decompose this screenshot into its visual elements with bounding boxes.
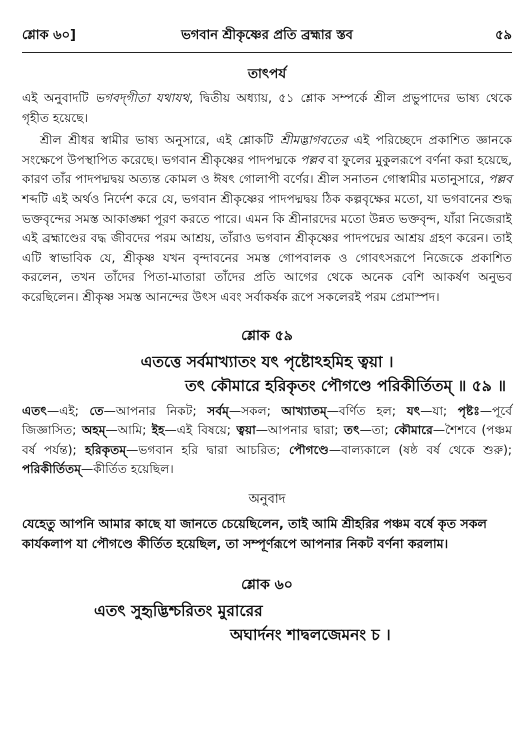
synonym-term: এতৎ (22, 403, 47, 418)
synonym-term: তে (89, 403, 104, 418)
header-rule (22, 52, 512, 53)
header-chapter-title: ভগবান শ্রীকৃষ্ণের প্রতি ব্রহ্মার স্তব (181, 28, 353, 43)
synonym-meaning: —তা; (359, 423, 395, 438)
synonym-meaning: —শৈশবে (পঞ্চম বর্ষ পর্যন্ত); (22, 423, 512, 457)
word-for-word-synonyms (22, 402, 512, 480)
purport-title: তাৎপর্য (247, 66, 287, 82)
purport-text: বা ফুলের মুকুলরূপে বর্ণনা করা হয়েছে, কারণ তাঁর পাদপদ্মদ্বয় অত্যন্ত কোমল ও ঈষৎ গোলাপী বর্ণের। শ্রীল সনাতন গোস্বামীর মতানুসারে, (22, 152, 512, 187)
synonym-meaning: —বর্ণিত হল; (326, 403, 407, 418)
synonym-term: যৎ (406, 403, 421, 418)
purport-text: এই পরিচ্ছেদে প্রকাশিত জ্ঞানকে সংক্ষেপে উপস্থাপিত করেছে। ভগবান শ্রীকৃষ্ণের পাদপদ্মকে (22, 133, 512, 167)
synonym-meaning: —এই বিষয়ে; (164, 423, 237, 438)
synonym-meaning: —বাল্যকালে (ষষ্ঠ বর্ষ থেকে শুরু); (328, 442, 512, 457)
purport-text: শ্রীল শ্রীধর স্বামীর ভাষ্য অনুসারে, এই শ্লোকটি (40, 133, 280, 148)
sanskrit-term-italic: পল্লব (488, 172, 512, 187)
page-number: ৫৯ (495, 28, 512, 43)
book-title-italic: ভগবদ্‌গীতা যথাযথ (95, 91, 190, 105)
purport-paragraph-2 (22, 131, 512, 307)
purport-paragraph-1 (22, 89, 512, 128)
synonym-term: হরিকৃতম্ (85, 442, 127, 457)
synonym-meaning: —ভগবান হরি দ্বারা আচরিত; (126, 442, 289, 457)
verse-60-line-2: অঘার্দনং শাদ্বলজেমনং চ । (230, 625, 391, 644)
header-verse-ref: শ্লোক ৬০] (22, 28, 76, 43)
purport-text: শব্দটি এই অর্থও নির্দেশ করে যে, ভগবান শ্রীকৃষ্ণের পাদপদ্মদ্বয় ঠিক কল্পবৃক্ষের মতো, যা ভগবানের শুদ্ধ ভক্তবৃন্দের সমস্ত আকাঙ্ক্ষা পূরণ করতে পারে। এমন কি শ্রীনারদের মতো উন্নত ভক্তবৃন্দ, যাঁরা নিজেরাই এই ব্রহ্মাণ্ডের বদ্ধ জীবদের পরম আশ্রয়, তাঁরাও ভগবান শ্রীকৃষ্ণের পাদপদ্মের আশ্রয় গ্রহণ করেন। তাই এটি স্বাভাবিক যে, শ্রীকৃষ্ণ যখন বৃন্দাবনের সমস্ত গোপবালক ও গোবৎসরূপে নিজেকে প্রকাশিত করলেন, তখন তাঁদের পিতা-মাতারা তাঁদের প্রতি আগের থেকে অনেক বেশি আকর্ষণ অনুভব করেছিলেন। শ্রীকৃষ্ণ সমস্ত আনন্দের উৎস এবং সর্বাকর্ষক রূপে সকলেরই পরম প্রেমাস্পদ। (22, 191, 512, 304)
verse-60-line-1: এতৎ সুহৃদ্ভিশ্চরিতং মুরারের (94, 601, 263, 620)
synonym-meaning: —আমি; (105, 423, 152, 438)
translation-title: অনুবাদ (248, 491, 286, 507)
verse-59-heading: শ্লোক ৫৯ (241, 327, 293, 344)
translation-text: যেহেতু আপনি আমার কাছে যা জানতে চেয়েছিলেন, তাই আমি শ্রীহরির পঞ্চম বর্ষে কৃত সকল কার্যকলাপ যা পৌগণ্ডে কীর্তিত হয়েছিল, তা সম্পূর্ণরূপে আপনার নিকট বর্ণনা করলাম। (22, 515, 487, 552)
synonym-term: ইহ (151, 423, 165, 438)
synonym-term: ত্বয়া (236, 423, 256, 438)
verse-59-line-2: তৎ কৌমারে হরিকৃতং পৌগণ্ডে পরিকীর্তিতম্ ॥ ৫৯ ॥ (185, 376, 506, 395)
synonym-term: পৌগণ্ডে (288, 442, 329, 457)
synonym-term: তৎ (343, 423, 360, 438)
running-header (22, 26, 512, 48)
sanskrit-term-italic: পল্লব (300, 152, 324, 167)
purport-text: , দ্বিতীয় অধ্যায়, ৫১ শ্লোক সম্পর্কে শ্রীল প্রভুপাদের ভাষ্য থেকে গৃহীত হয়েছে। (22, 91, 512, 125)
synonym-term: সর্বম্ (207, 403, 229, 418)
synonym-term: আখ্যাতম্ (281, 403, 327, 418)
synonym-term: পরিকীর্তিতম্ (22, 462, 82, 477)
synonym-meaning: —এই; (46, 403, 90, 418)
synonym-term: পৃষ্টঃ (457, 403, 480, 418)
synonym-meaning: —পূর্বে জিজ্ঞাসিত; (22, 403, 512, 438)
book-title-italic: শ্রীমদ্ভাগবতের (279, 133, 348, 148)
synonym-meaning: —যা; (420, 403, 458, 418)
synonym-meaning: —আপনার নিকট; (103, 403, 208, 418)
verse-59-line-1: এতত্তে সর্বমাখ্যাতং যৎ পৃষ্টোঽহমিহ ত্বয়া । (140, 352, 394, 371)
verse-60-heading: শ্লোক ৬০ (241, 576, 293, 593)
synonym-meaning: —কীর্তিত হয়েছিল। (81, 462, 174, 477)
purport-text: এই অনুবাদটি (22, 91, 96, 105)
synonym-term: অহম্ (81, 423, 106, 438)
synonym-term: কৌমারে (394, 423, 433, 438)
book-page (22, 26, 512, 647)
synonym-meaning: —আপনার দ্বারা; (255, 423, 344, 438)
synonym-meaning: —সকল; (228, 403, 282, 418)
